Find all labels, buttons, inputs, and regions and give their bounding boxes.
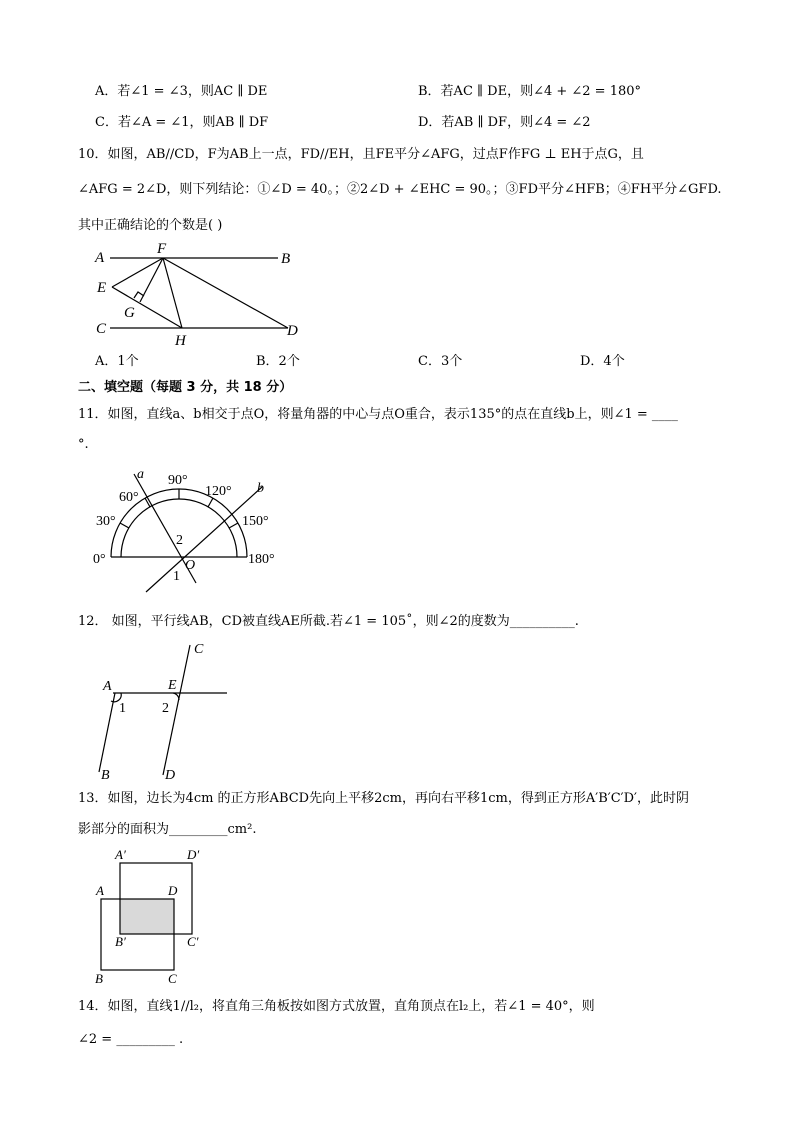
q12-label-e: E — [168, 678, 177, 693]
q13-label-c-prime: C′ — [187, 934, 199, 949]
q11-label-o: O — [185, 558, 196, 573]
q10-label-a: A — [95, 250, 105, 266]
q13-label-a-prime: A′ — [115, 847, 126, 862]
q10-label-b: B — [281, 251, 291, 267]
q12-label-d: D — [165, 768, 176, 783]
q10-label-c: C — [96, 321, 107, 337]
q9-option-b: B．若AC ∥ DE，则∠4 + ∠2 = 180° — [418, 84, 642, 99]
q10-option-c: C．3个 — [418, 354, 463, 369]
q11-text-line2: °. — [78, 437, 89, 452]
q13-text-line1: 13．如图，边长为4cm 的正方形ABCD先向上平移2cm，再向右平移1cm，得到正方形A′B′C′D′，此时阴 — [78, 791, 689, 806]
q13-label-b: B — [95, 971, 103, 986]
section-heading-fill-in: 二、填空题（每题 3 分，共 18 分） — [78, 380, 293, 395]
q11-label-b: b — [257, 481, 264, 496]
q13-text-line2: 影部分的面积为_________cm². — [78, 822, 257, 837]
q12-label-c: C — [194, 642, 204, 657]
q12-text-line1: 12． 如图，平行线AB，CD被直线AE所截.若∠1 = 105˚，则∠2的度数为__________. — [78, 614, 579, 629]
q11-label-a: a — [137, 467, 144, 482]
q10-text-line1: 10．如图，AB//CD，F为AB上一点，FD//EH，且FE平分∠AFG，过点F作FG ⊥ EH于点G，且 — [78, 147, 644, 162]
q13-label-d-prime: D′ — [187, 847, 200, 862]
q11-text-line1: 11．如图，直线a、b相交于点O，将量角器的中心与点O重合，表示135°的点在直线b上，则∠1 = ____ — [78, 407, 678, 422]
q13-label-a: A — [96, 883, 104, 898]
q11-label-angle-1: 1 — [173, 569, 180, 584]
q10-label-e: E — [97, 280, 107, 296]
q10-option-b: B．2个 — [256, 354, 300, 369]
q10-label-f: F — [157, 241, 167, 257]
q12-label-b: B — [101, 768, 110, 783]
q10-text-line3: 其中正确结论的个数是( ) — [78, 218, 223, 233]
q10-option-a: A．1个 — [95, 354, 139, 369]
q13-label-d: D — [168, 883, 178, 898]
q11-label-180: 180° — [248, 552, 275, 567]
q10-label-g: G — [124, 305, 135, 321]
q11-label-0: 0° — [93, 552, 106, 567]
q14-text-line2: ∠2 = _________ . — [78, 1032, 184, 1047]
q11-label-120: 120° — [205, 484, 232, 499]
q11-label-60: 60° — [119, 490, 139, 505]
q12-label-angle-1: 1 — [119, 701, 126, 716]
q9-option-a: A．若∠1 = ∠3，则AC ∥ DE — [95, 84, 268, 99]
q11-label-30: 30° — [96, 514, 116, 529]
q11-label-150: 150° — [242, 514, 269, 529]
q13-shaded-overlap — [120, 899, 174, 934]
q13-label-c: C — [168, 971, 177, 986]
q10-option-d: D．4个 — [580, 354, 625, 369]
q14-text-line1: 14．如图，直线1//l₂，将直角三角板按如图方式放置，直角顶点在l₂上，若∠1 = 40°，则 — [78, 999, 595, 1014]
q11-label-angle-2: 2 — [176, 533, 183, 548]
q9-option-d: D．若AB ∥ DF，则∠4 = ∠2 — [418, 115, 591, 130]
q10-label-d: D — [287, 323, 298, 339]
q13-label-b-prime: B′ — [115, 934, 126, 949]
q9-option-c: C．若∠A = ∠1，则AB ∥ DF — [95, 115, 269, 130]
q10-label-h: H — [175, 333, 186, 349]
q12-label-a: A — [103, 679, 112, 694]
q10-text-line2: ∠AFG = 2∠D，则下列结论：①∠D = 40。；②2∠D + ∠EHC = 90。；③FD平分∠HFB；④FH平分∠GFD. — [78, 182, 722, 197]
q11-label-90: 90° — [168, 473, 188, 488]
q12-label-angle-2: 2 — [162, 701, 169, 716]
